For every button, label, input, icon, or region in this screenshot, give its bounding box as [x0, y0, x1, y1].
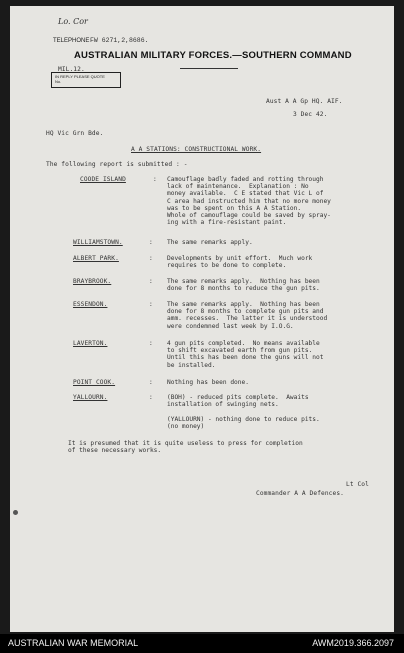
station-name: ESSENDON. — [73, 301, 108, 308]
station-colon: : — [149, 301, 153, 308]
station-remarks: Nothing has been done. — [167, 379, 249, 386]
station-colon: : — [149, 340, 153, 347]
punch-hole — [13, 510, 18, 515]
station-name: ALBERT PARK. — [73, 255, 119, 262]
station-colon: : — [149, 239, 153, 246]
station-colon: : — [153, 176, 157, 183]
station-remarks: The same remarks apply. Nothing has been done for 8 months to reduce the gun pits. — [167, 278, 320, 293]
date: 3 Dec 42. — [293, 111, 328, 118]
station-name: WILLIAMSTOWN. — [73, 239, 123, 246]
station-name: YALLOURN. — [73, 394, 108, 401]
station-name: POINT COOK. — [73, 379, 116, 386]
station-remarks: (BOH) - reduced pits complete. Awaits installation of swinging nets. (YALLOURN) - nothing done to reduce pits. (no money) — [167, 394, 320, 430]
station-remarks: 4 gun pits completed. No means available to shift excavated earth from gun pits. Until this has been done the guns will not be installed. — [167, 340, 324, 369]
station-colon: : — [149, 278, 153, 285]
addressee: HQ Vic Grn Bde. — [46, 130, 104, 137]
document-page — [10, 6, 394, 632]
station-name: COODE ISLAND — [80, 176, 126, 183]
station-colon: : — [149, 379, 153, 386]
station-remarks: The same remarks apply. Nothing has been done for 8 months to complete gun pits and amm. recesses. The latter it is understood were condemned last week by I.O.G. — [167, 301, 328, 330]
station-name: BRAYBROOK. — [73, 278, 112, 285]
archive-name: AUSTRALIAN WAR MEMORIAL — [8, 638, 139, 648]
station-remarks: Camouflage badly faded and rotting through lack of maintenance. Explanation : No money available. C E stated that Vic L of C area had instructed him that no more money was to be spent on this A A Station. Whole of camouflage could be saved by spray- ing with a fire-resistant paint. — [167, 176, 331, 227]
subject: A A STATIONS: CONSTRUCTIONAL WORK. — [131, 146, 262, 153]
station-remarks: Developments by unit effort. Much work requires to be done to complete. — [167, 255, 313, 270]
signature-rank: Lt Col — [346, 481, 369, 488]
closing-paragraph: It is presumed that it is quite useless to press for completion of these necessary works. — [68, 440, 303, 455]
telephone-numbers: FW 6271,2,8686. — [90, 37, 149, 44]
intro-line: The following report is submitted : - — [46, 161, 188, 168]
station-colon: : — [149, 394, 153, 401]
reply-quote-box — [51, 72, 121, 88]
archive-caption-bar — [0, 634, 404, 653]
from-line: Aust A A Gp HQ. AIF. — [266, 98, 343, 105]
letterhead-title: AUSTRALIAN MILITARY FORCES.—SOUTHERN COMMAND — [74, 50, 352, 61]
signature-title: Commander A A Defences. — [256, 490, 344, 497]
station-name: LAVERTON. — [73, 340, 108, 347]
reply-box-number: No. — [55, 79, 62, 84]
letterhead-rule — [180, 68, 238, 69]
station-remarks: The same remarks apply. — [167, 239, 253, 246]
archive-item-id: AWM2019.366.2097 — [312, 638, 394, 648]
station-colon: : — [149, 255, 153, 262]
handwritten-note: Lo. Cor — [58, 17, 88, 26]
reply-box-line: IN REPLY PLEASE QUOTE — [55, 74, 105, 79]
telephone-label: TELEPHONE — [53, 38, 90, 44]
reference-code: MIL.12. — [58, 66, 85, 73]
